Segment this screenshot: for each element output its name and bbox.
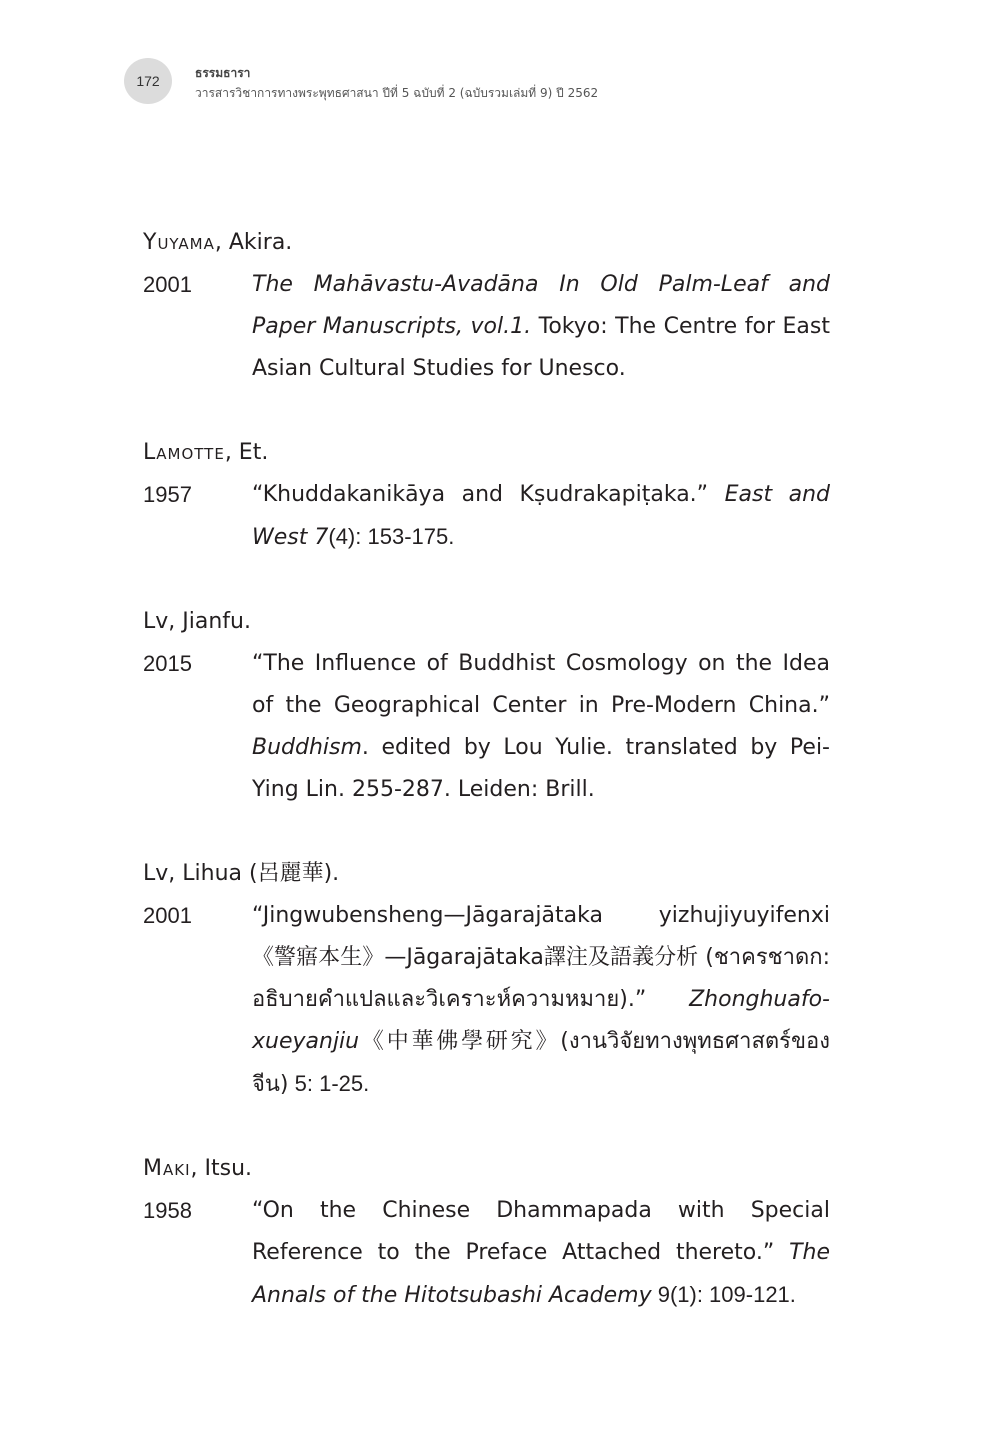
journal-title: ธรรมธารา (195, 66, 251, 80)
reference-text: The Mahāvastu-Avadāna In Old Palm-Leaf and Paper Manuscripts, vol.1. Tokyo: The Centre for East Asian Cultural Studies for Unesco. (252, 272, 830, 381)
reference-text: “Khuddakanikāya and Kṣudrakapiṭaka.” East and West 7(4): 153-175. (252, 482, 830, 550)
reference-entry (143, 1148, 833, 1317)
reference-author: Lv, Lihua (呂麗華). (143, 861, 340, 886)
reference-entry (143, 853, 833, 1106)
reference-list (143, 222, 833, 1359)
reference-year: 2001 (143, 272, 192, 297)
reference-year: 2015 (143, 651, 192, 676)
page-number-badge (124, 58, 172, 104)
reference-year: 1958 (143, 1198, 192, 1223)
reference-author: Lv, Jianfu. (143, 609, 251, 634)
reference-author: Yuyama, Akira. (143, 230, 293, 255)
reference-text: “The Influence of Buddhist Cosmology on the Idea of the Geographical Center in Pre-Modern China.” Buddhism. edited by Lou Yulie. translated by Pei-Ying Lin. 255-287. Leiden: Brill. (252, 651, 830, 802)
reference-text: “Jingwubensheng—Jāgarajātaka yizhujiyuyifenxi 《警寤本生》—Jāgarajātaka譯注及語義分析 (ชาครชาดก: อธิบายคำแปลและวิเคราะห์ความหมาย).” Zhonghuafo-xueyanjiu《中華佛學研究》(งานวิจัยทางพุทธศาสตร์ของจีน) 5: 1-25. (252, 903, 830, 1097)
reference-entry (143, 601, 833, 811)
page-number: 172 (136, 73, 160, 89)
reference-entry (143, 222, 833, 390)
reference-year: 1957 (143, 482, 192, 507)
reference-year: 2001 (143, 903, 192, 928)
reference-text: “On the Chinese Dhammapada with Special Reference to the Preface Attached thereto.” The Annals of the Hitotsubashi Academy 9(1): 109-121. (252, 1198, 830, 1308)
reference-author: Lamotte, Et. (143, 440, 269, 465)
reference-entry (143, 432, 833, 559)
journal-subtitle: วารสารวิชาการทางพระพุทธศาสนา ปีที่ 5 ฉบับที่ 2 (ฉบับรวมเล่มที่ 9) ปี 2562 (195, 86, 599, 100)
reference-author: Maki, Itsu. (143, 1156, 253, 1181)
